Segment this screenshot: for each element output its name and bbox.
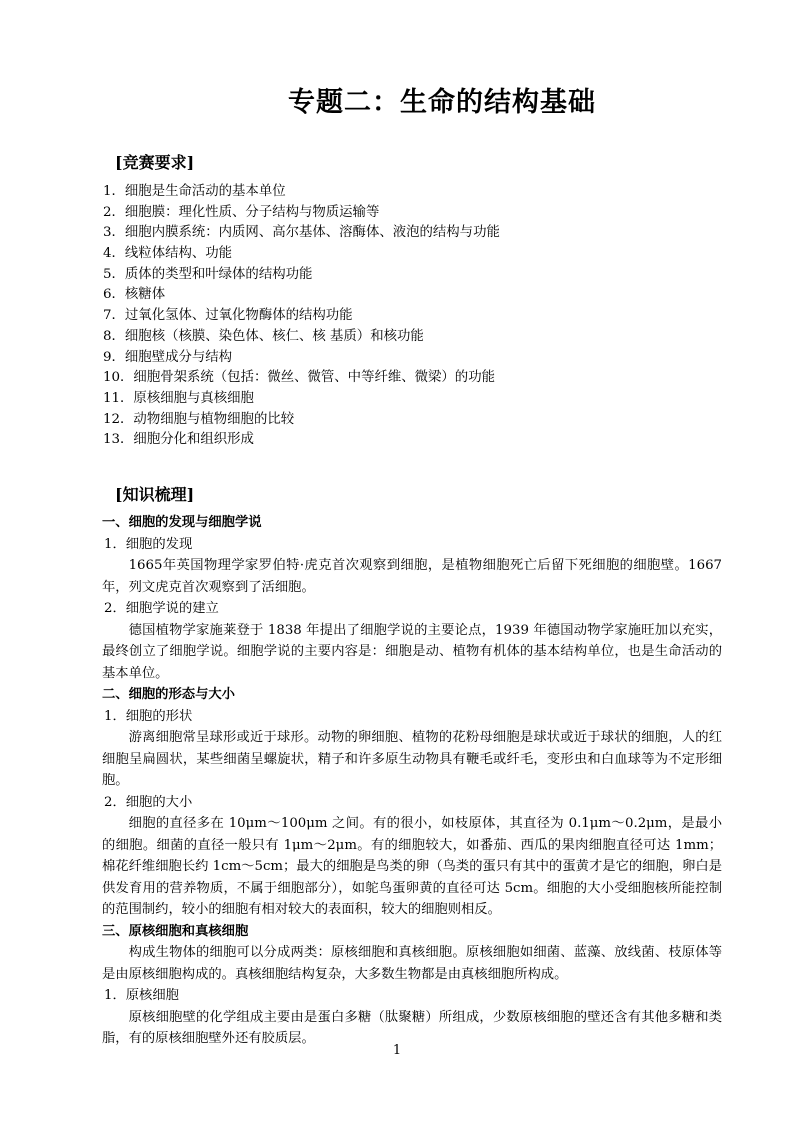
knowledge-body: [102, 512, 722, 1050]
knowledge-heading: [知识梳理]: [115, 485, 195, 504]
section-heading: 三、原核细胞和真核细胞: [102, 923, 249, 939]
paragraph: 原核细胞壁的化学组成主要由是蛋白多糖（肽聚糖）所组成，少数原核细胞的壁还含有其他多糖和类脂，有的原核细胞壁外还有胶质层。: [102, 1009, 722, 1046]
competition-list: [103, 182, 500, 451]
list-item: 9．细胞壁成分与结构: [103, 349, 233, 365]
list-item: 1．细胞是生命活动的基本单位: [103, 184, 286, 199]
list-item: 4．线粒体结构、功能: [103, 246, 233, 262]
paragraph: 细胞的直径多在 10μm～100μm 之间。有的很小，如枝原体，其直径为 0.1μm～0.2μm，是最小的细胞。细菌的直径一般只有 1μm～2μm。有的细胞较大，如番茄、西瓜的果肉细胞直径可达 1mm；棉花纤维细胞长约 1cm～5cm；最大的细胞是鸟类的卵（鸟类的蛋只有其中的蛋黄才是它的细胞，卵白是供发育用的营养物质，不属于细胞部分），如鸵鸟蛋卵黄的直径可达 5cm。细胞的大小受细胞核所能控制的范围制约，较小的细胞有相对较大的表面积，较大的细胞则相反。: [102, 816, 722, 917]
section-heading: 一、细胞的发现与细胞学说: [102, 515, 262, 530]
subsection-heading: 1．原核细胞: [104, 988, 179, 1003]
section-heading: 二、细胞的形态与大小: [102, 687, 235, 702]
list-item: 11．原核细胞与真核细胞: [103, 390, 254, 406]
page-number: 1: [392, 1043, 402, 1058]
list-item: 5．质体的类型和叶绿体的结构功能: [103, 266, 313, 282]
list-item: 3．细胞内膜系统：内质网、高尔基体、溶酶体、液泡的结构与功能: [103, 225, 500, 241]
competition-heading: [竞赛要求]: [115, 153, 195, 172]
subsection-heading: 1．细胞的形状: [104, 708, 193, 724]
list-item: 6．核糖体: [103, 287, 166, 303]
paragraph: 游离细胞常呈球形或近于球形。动物的卵细胞、植物的花粉母细胞是球状或近于球状的细胞，人的红细胞呈扁圆状，某些细菌呈螺旋状，精子和许多原生动物具有鞭毛或纤毛，变形虫和白血球等为不定形细胞。: [102, 730, 722, 788]
list-item: 2．细胞膜：理化性质、分子结构与物质运输等: [103, 204, 380, 220]
list-item: 7．过氧化氢体、过氧化物酶体的结构功能: [103, 308, 353, 324]
subsection-heading: 2．细胞学说的建立: [104, 601, 219, 616]
list-item: 13．细胞分化和组织形成: [103, 432, 254, 448]
paragraph: 1665年英国物理学家罗伯特·虎克首次观察到细胞，是植物细胞死亡后留下死细胞的细胞壁。1667年，列文虎克首次观察到了活细胞。: [102, 558, 722, 595]
paragraph: 德国植物学家施莱登于 1838 年提出了细胞学说的主要论点，1939 年德国动物学家施旺加以充实，最终创立了细胞学说。细胞学说的主要内容是：细胞是动、植物有机体的基本结构单位，也是生命活动的基本单位。: [102, 622, 722, 681]
subsection-heading: 1．细胞的发现: [104, 536, 193, 552]
page-title: 专题二：生命的结构基础: [288, 87, 596, 118]
list-item: 12．动物细胞与植物细胞的比较: [103, 411, 295, 427]
list-item: 10．细胞骨架系统（包括：微丝、微管、中等纤维、微梁）的功能: [103, 370, 495, 386]
subsection-heading: 2．细胞的大小: [104, 794, 193, 810]
paragraph: 构成生物体的细胞可以分成两类：原核细胞和真核细胞。原核细胞如细菌、蓝藻、放线菌、枝原体等是由原核细胞构成的。真核细胞结构复杂，大多数生物都是由真核细胞所构成。: [102, 945, 722, 982]
list-item: 8．细胞核（核膜、染色体、核仁、核 基质）和核功能: [103, 328, 424, 344]
